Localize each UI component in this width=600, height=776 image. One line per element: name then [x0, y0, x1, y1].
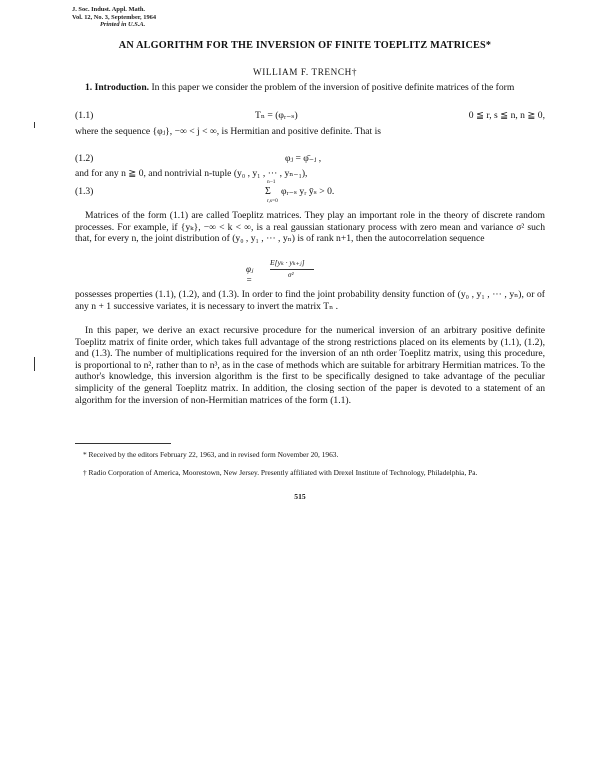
paragraph-ntuple: and for any n ≧ 0, and nontrivial n-tuple (y₀ , y₁ , ··· , yₙ₋₁),: [75, 168, 308, 179]
journal-header: [72, 6, 156, 29]
equation-1-3: [75, 179, 545, 210]
formula-numerator: E[yₖ · yₖ₊ⱼ]: [270, 258, 305, 267]
summation-upper-limit: n−1: [267, 179, 276, 185]
equation-1-2: [75, 153, 545, 169]
formula-lhs: φⱼ =: [246, 264, 254, 285]
paragraph-properties: possesses properties (1.1), (1.2), and (1.3). In order to find the joint probability density function of (y₀ , y₁ , ··· , yₙ), or of any n + 1 successive variates, it is necessary to invert the matrix Tₙ .: [75, 289, 545, 312]
journal-line-1: J. Soc. Indust. Appl. Math.: [72, 6, 145, 13]
equation-expression: φⱼ = φ̄₋ⱼ ,: [285, 153, 322, 164]
intro-text: In this paper we consider the problem of the inversion of positive definite matrices of the form: [151, 82, 515, 93]
margin-mark: [34, 122, 35, 128]
page-number: 515: [294, 492, 306, 501]
journal-line-3: Printed in U.S.A.: [100, 21, 146, 29]
paragraph-hermitian: where the sequence {φⱼ}, −∞ < j < ∞, is Hermitian and positive definite. That is: [75, 126, 381, 137]
section-heading: 1. Introduction.: [85, 82, 150, 93]
formula-denominator: σ²: [288, 271, 294, 279]
summation-symbol: Σ n−1 r,s=0: [265, 179, 278, 204]
equation-expression: φᵣ₋ₛ yᵣ ȳₛ > 0.: [281, 186, 335, 197]
footnote-received: * Received by the editors February 22, 1963, and in revised form November 20, 1963.: [83, 450, 339, 459]
intro-paragraph: [75, 82, 545, 94]
equation-condition: 0 ≦ r, s ≦ n, n ≧ 0,: [468, 110, 545, 121]
margin-mark: [34, 357, 35, 371]
summation-lower-limit: r,s=0: [267, 198, 278, 204]
equation-expression: Tₙ = (φᵣ₋ₛ): [255, 110, 298, 121]
equation-number: (1.1): [75, 110, 94, 121]
footnote-rule: [75, 443, 171, 444]
equation-number: (1.2): [75, 153, 94, 164]
paragraph-algorithm: In this paper, we derive an exact recursive procedure for the numerical inversion of an arbitrary positive definite Toeplitz matrix of finite order, which takes full advantage of the strong restrictions placed on its elements by (1.1), (1.2), and (1.3). The number of multiplications required for the inversion of an nth order Toeplitz matrix, using this procedure, is proportional to n², rather than to n³, as in the case of methods which are suitable for arbitrary Hermitian matrices. To the author's knowledge, this inversion algorithm is the first to be specifically designed to take advantage of the peculiar simplicity of the general Toeplitz matrix. In addition, the closing section of the paper is devoted to a statement of an algorithm for the inversion of non-Hermitian matrices of the form (1.1).: [75, 325, 545, 406]
equation-1-1: [75, 110, 545, 126]
fraction-bar: [270, 269, 314, 270]
paragraph-toeplitz: Matrices of the form (1.1) are called Toeplitz matrices. They play an important role in the theory of discrete random processes. For example, if {yₖ}, −∞ < k < ∞, is a real gaussian stationary process with zero mean and variance σ² such that, for every n, the joint distribution of (y₀ , y₁ , ··· , yₙ) is of rank n+1, then the autocorrelation sequence: [75, 210, 545, 245]
equation-number: (1.3): [75, 186, 94, 197]
journal-line-2: Vol. 12, No. 3, September, 1964: [72, 13, 157, 21]
author-name: WILLIAM F. TRENCH†: [252, 67, 358, 77]
footnote-affiliation: † Radio Corporation of America, Moorestown, New Jersey. Presently affiliated with Drexel Institute of Technology, Philadelphia, Pa.: [83, 468, 478, 477]
paper-title: AN ALGORITHM FOR THE INVERSION OF FINITE TOEPLITZ MATRICES*: [118, 40, 492, 51]
